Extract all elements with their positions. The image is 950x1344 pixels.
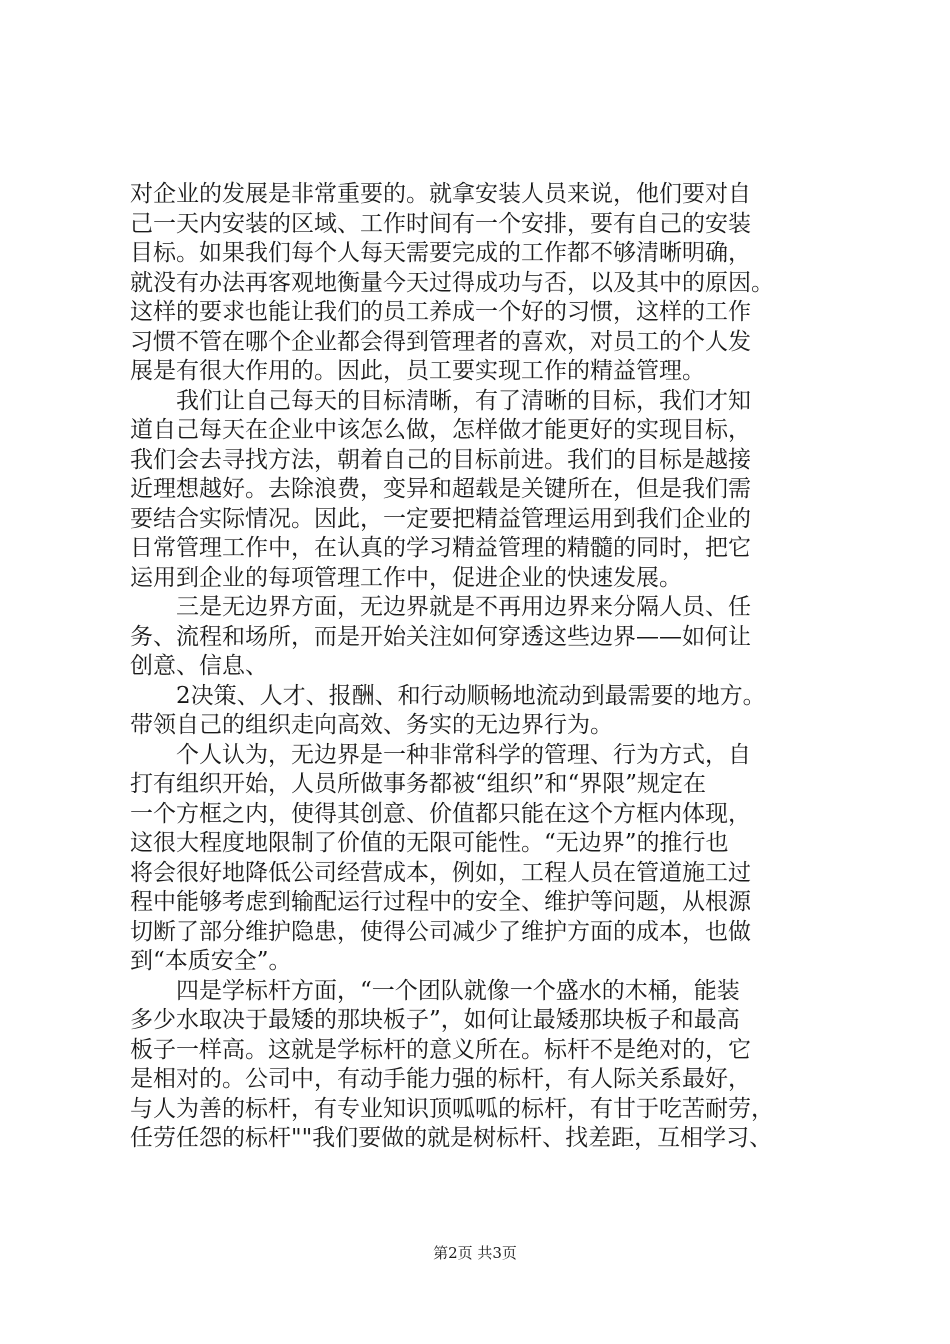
- text-line: 2决策、人才、报酬、和行动顺畅地流动到最需要的地方。: [130, 682, 766, 709]
- text-line: 带领自己的组织走向高效、务实的无边界行为。: [130, 712, 613, 738]
- text-line: 程中能够考虑到输配运行过程中的安全、维护等问题，从根源: [130, 889, 751, 915]
- text-line: 日常管理工作中，在认真的学习精益管理的精髓的同时，把它: [130, 535, 751, 561]
- text-line: 己一天内安装的区域、工作时间有一个安排，要有自己的安装: [130, 210, 751, 237]
- page-number-footer: 第2页 共3页: [433, 1244, 517, 1262]
- text-line: 务、流程和场所，而是开始关注如何穿透这些边界——如何让: [130, 623, 751, 650]
- text-line: 多少水取决于最矮的那块板子”，如何让最矮那块板子和最高: [130, 1007, 740, 1033]
- document-body: [130, 180, 830, 1154]
- text-line: 打有组织开始，人员所做事务都被“组织”和“界限”规定在: [130, 771, 707, 797]
- text-line: 到“本质安全”。: [130, 948, 292, 974]
- text-line: 一个方框之内，使得其创意、价值都只能在这个方框内体现，: [130, 800, 751, 827]
- text-line: 任劳任怨的标杆""我们要做的就是树标杆、找差距，互相学习、: [130, 1125, 773, 1151]
- text-line: 道自己每天在企业中该怎么做，怎样做才能更好的实现目标，: [130, 417, 751, 443]
- text-line: 三是无边界方面，无边界就是不再用边界来分隔人员、任: [130, 594, 751, 620]
- text-line: 四是学标杆方面，“一个团队就像一个盛水的木桶，能装: [130, 977, 740, 1004]
- text-line: 与人为善的标杆，有专业知识顶呱呱的标杆，有甘于吃苦耐劳，: [130, 1095, 774, 1122]
- text-line: 板子一样高。这就是学标杆的意义所在。标杆不是绝对的，它: [130, 1036, 751, 1063]
- text-line: 创意、信息、: [130, 653, 268, 679]
- text-line: 对企业的发展是非常重要的。就拿安装人员来说，他们要对自: [130, 181, 751, 207]
- text-line: 我们让自己每天的目标清晰，有了清晰的目标，我们才知: [130, 387, 751, 414]
- text-line: 要结合实际情况。因此，一定要把精益管理运用到我们企业的: [130, 505, 751, 532]
- text-line: 运用到企业的每项管理工作中，促进企业的快速发展。: [130, 564, 682, 591]
- text-line: 就没有办法再客观地衡量今天过得成功与否，以及其中的原因。: [130, 269, 774, 296]
- text-line: 目标。如果我们每个人每天需要完成的工作都不够清晰明确，: [130, 240, 751, 266]
- text-line: 切断了部分维护隐患，使得公司减少了维护方面的成本，也做: [130, 918, 751, 945]
- text-line: 近理想越好。去除浪费，变异和超载是关键所在，但是我们需: [130, 476, 751, 502]
- text-line: 习惯不管在哪个企业都会得到管理者的喜欢，对员工的个人发: [130, 328, 751, 355]
- text-line: 这很大程度地限制了价值的无限可能性。“无边界”的推行也: [130, 830, 729, 856]
- text-line: 我们会去寻找方法，朝着自己的目标前进。我们的目标是越接: [130, 446, 751, 473]
- text-line: 是相对的。公司中，有动手能力强的标杆，有人际关系最好，: [130, 1066, 751, 1092]
- text-line: 这样的要求也能让我们的员工养成一个好的习惯，这样的工作: [130, 299, 751, 325]
- text-line: 将会很好地降低公司经营成本，例如，工程人员在管道施工过: [130, 859, 751, 886]
- text-line: 个人认为，无边界是一种非常科学的管理、行为方式，自: [130, 741, 751, 768]
- text-line: 展是有很大作用的。因此，员工要实现工作的精益管理。: [130, 358, 705, 384]
